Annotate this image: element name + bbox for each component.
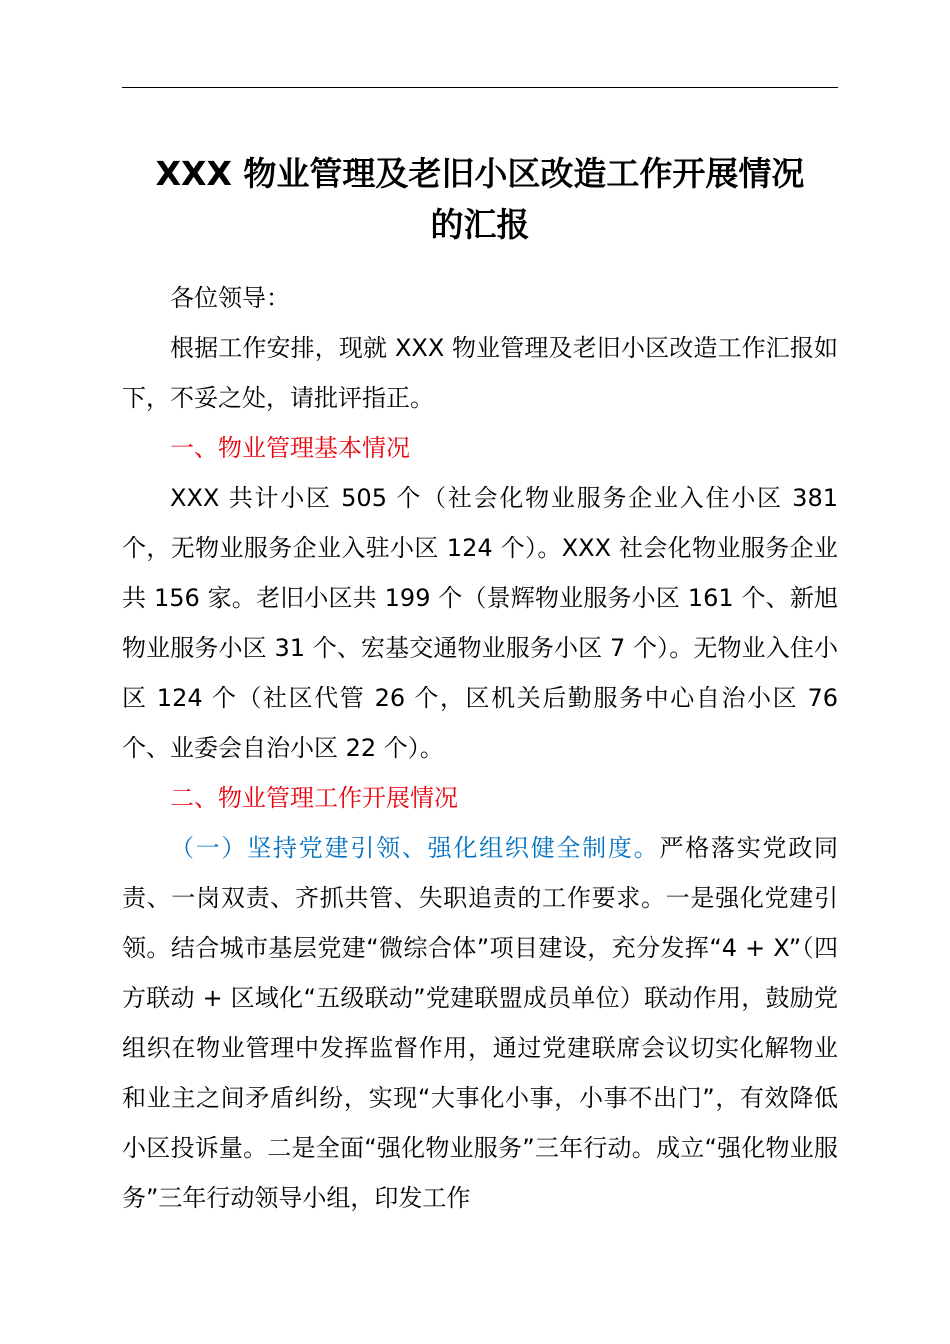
document-title [122, 148, 838, 250]
section-2-paragraph [122, 823, 838, 1223]
top-divider [122, 87, 838, 88]
intro-paragraph: 根据工作安排，现就 XXX 物业管理及老旧小区改造工作汇报如下，不妥之处，请批评指正。 [122, 334, 838, 412]
document-body [122, 273, 838, 1223]
section-2-heading: 二、物业管理工作开展情况 [170, 784, 458, 812]
section-1-heading: 一、物业管理基本情况 [170, 434, 410, 462]
title-line-2: 的汇报 [430, 205, 530, 244]
section-2-subheading: （一）坚持党建引领、强化组织健全制度。 [170, 834, 660, 862]
title-line-1: XXX 物业管理及老旧小区改造工作开展情况 [155, 154, 805, 193]
section-1-paragraph: XXX 共计小区 505 个（社会化物业服务企业入住小区 381 个，无物业服务企业入驻小区 124 个）。XXX 社会化物业服务企业共 156 家。老旧小区共 199 个（景辉物业服务小区 161 个、新旭物业服务小区 31 个、宏基交通物业服务小区 7 个）。无物业入住小区 124 个（社区代管 26 个，区机关后勤服务中心自治小区 76 个、业委会自治小区 22 个）。 [122, 484, 838, 762]
salutation: 各位领导： [170, 284, 290, 312]
section-2-paragraph-text: 严格落实党政同责、一岗双责、齐抓共管、失职追责的工作要求。一是强化党建引领。结合城市基层党建“微综合体”项目建设，充分发挥“4 + X”（四方联动 + 区域化“五级联动”党建联盟成员单位）联动作用，鼓励党组织在物业管理中发挥监督作用，通过党建联席会议切实化解物业和业主之间矛盾纠纷，实现“大事化小事，小事不出门”，有效降低小区投诉量。二是全面“强化物业服务”三年行动。成立“强化物业服务”三年行动领导小组，印发工作 [122, 834, 839, 1212]
